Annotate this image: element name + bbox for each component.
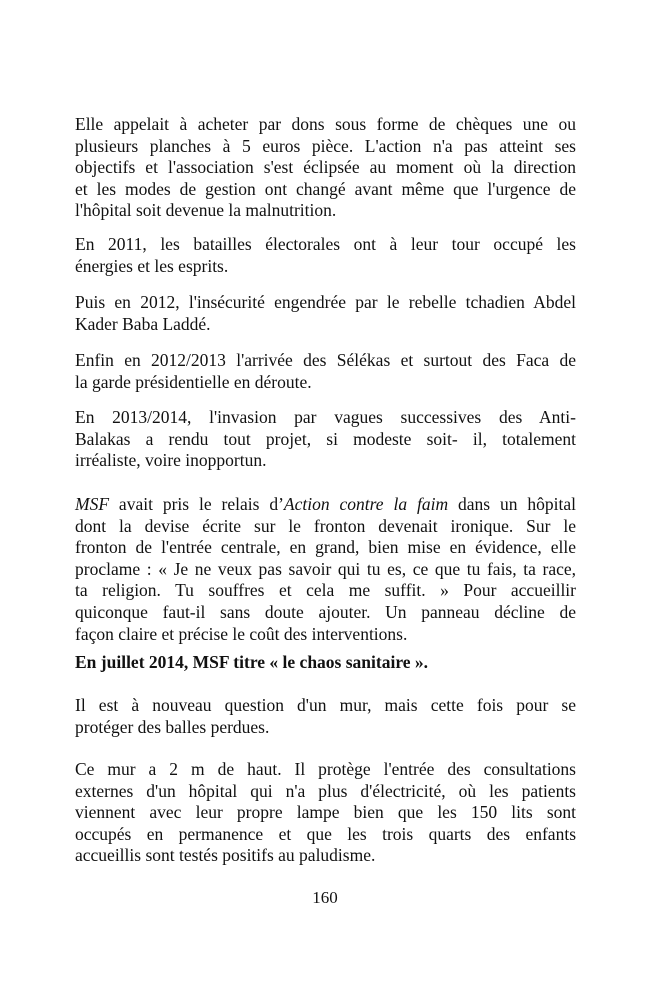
paragraph-2 bbox=[75, 234, 576, 277]
text-line: Balakas a rendu tout projet, si modeste soit- il, totalement bbox=[75, 428, 576, 449]
paragraph-6-rest bbox=[75, 516, 576, 646]
text-line: fronton de l'entrée centrale, en grand, bien mise en évidence, elle bbox=[75, 537, 576, 558]
paragraph-7 bbox=[75, 695, 576, 738]
text-line: irréaliste, voire inopportun. bbox=[75, 450, 267, 471]
paragraph-1 bbox=[75, 114, 576, 222]
text-line: proclame : « Je ne veux pas savoir qui tu es, ce que tu fais, ta race, bbox=[75, 558, 576, 579]
page-number: 160 bbox=[312, 888, 338, 907]
paragraph-6 bbox=[75, 494, 576, 645]
paragraph-4 bbox=[75, 350, 576, 393]
italic-msf: MSF bbox=[75, 494, 110, 514]
text-line: quiconque faut-il sans doute ajouter. Un panneau décline de bbox=[75, 601, 576, 622]
text: dans un hôpital bbox=[448, 494, 577, 514]
text-line: énergies et les esprits. bbox=[75, 255, 229, 276]
text-line: la garde présidentielle en déroute. bbox=[75, 371, 312, 392]
text-line: l'hôpital soit devenue la malnutrition. bbox=[75, 200, 337, 221]
text-line: En 2011, les batailles électorales ont à leur tour occupé les bbox=[75, 234, 576, 254]
paragraph-3 bbox=[75, 292, 576, 335]
text-line: plusieurs planches à 5 euros pièce. L'action n'a pas atteint ses bbox=[75, 135, 576, 156]
text-line: et les modes de gestion ont changé avant même que l'urgence de bbox=[75, 178, 576, 199]
text-line: Puis en 2012, l'insécurité engendrée par le rebelle tchadien Abdel bbox=[75, 292, 576, 312]
text-line: accueillis sont testés positifs au paludisme. bbox=[75, 845, 376, 866]
text: avait pris le relais d’ bbox=[109, 494, 284, 514]
paragraph-8 bbox=[75, 759, 576, 867]
text-line: viennent avec leur propre lampe bien que les 150 lits sont bbox=[75, 802, 576, 823]
text-line: Kader Baba Laddé. bbox=[75, 313, 211, 334]
text-line: protéger des balles perdues. bbox=[75, 716, 270, 737]
paragraph-5 bbox=[75, 407, 576, 472]
text-line: externes d'un hôpital qui n'a plus d'électricité, où les patients bbox=[75, 780, 576, 801]
text-line: ta religion. Tu souffres et cela me suffit. » Pour accueillir bbox=[75, 580, 576, 601]
heading-text: En juillet 2014, MSF titre « le chaos sanitaire ». bbox=[75, 652, 429, 672]
text-line: dont la devise écrite sur le fronton devenait ironique. Sur le bbox=[75, 515, 576, 536]
text-line: En 2013/2014, l'invasion par vagues successives des Anti- bbox=[75, 407, 576, 427]
text-line: Enfin en 2012/2013 l'arrivée des Sélékas et surtout des Faca de bbox=[75, 350, 576, 370]
section-heading bbox=[75, 652, 576, 674]
text-line: Ce mur a 2 m de haut. Il protège l'entrée des consultations bbox=[75, 759, 576, 779]
text-line: objectifs et l'association s'est éclipsée au moment où la direction bbox=[75, 157, 576, 178]
text-line: Il est à nouveau question d'un mur, mais cette fois pour se bbox=[75, 695, 576, 715]
text-line: façon claire et précise le coût des interventions. bbox=[75, 623, 408, 644]
text-line: Elle appelait à acheter par dons sous forme de chèques une ou bbox=[75, 114, 576, 134]
paragraph-6-line-1 bbox=[75, 494, 576, 516]
italic-org: Action contre la faim bbox=[283, 494, 449, 514]
text-line: occupés en permanence et que les trois quarts des enfants bbox=[75, 823, 576, 844]
